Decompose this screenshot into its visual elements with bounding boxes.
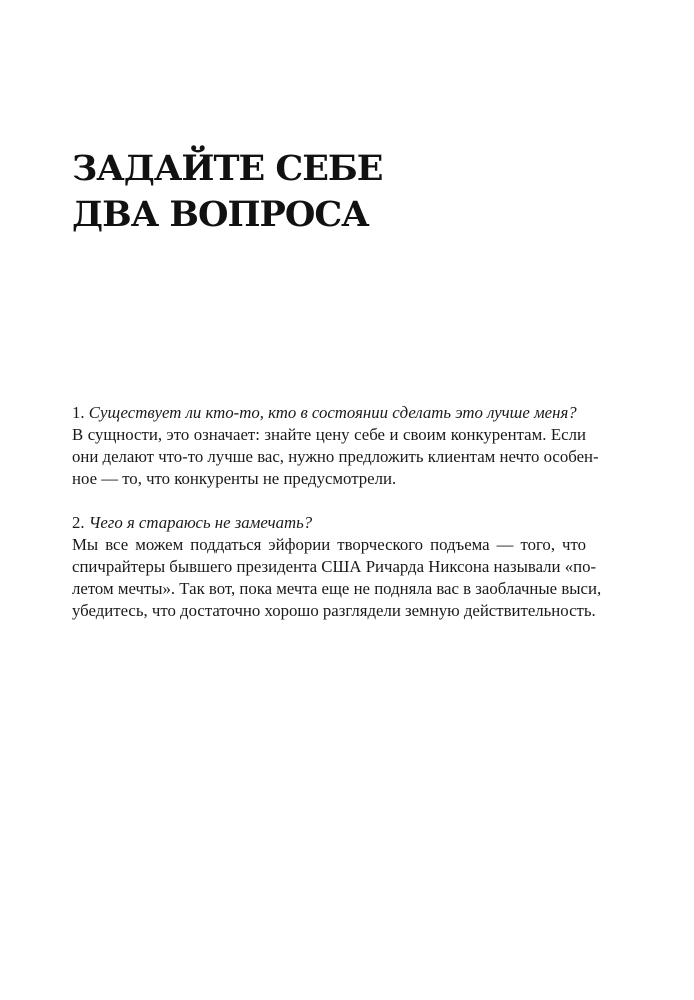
answer-1-paragraph — [72, 424, 599, 490]
chapter-title-line-2: ДВА ВОПРОСА — [72, 194, 369, 235]
question-1 — [72, 402, 586, 424]
answer-1-line-1: В сущности, это означает: знайте цену себе и своим конкурентам. Если — [72, 425, 586, 444]
chapter-title — [72, 146, 382, 238]
question-2-text: Чего я стараюсь не замечать? — [88, 513, 313, 532]
body-text — [72, 402, 602, 622]
paragraph-gap — [72, 490, 586, 512]
question-1-text: Существует ли кто-то, кто в состоянии сделать это лучше меня? — [88, 403, 577, 422]
answer-2-paragraph — [72, 534, 602, 622]
answer-2-line-1: Мы все можем поддаться эйфории творческого подъема — того, что — [72, 535, 586, 554]
question-2-number: 2. — [72, 513, 85, 532]
answer-1-line-3: ное — то, что конкуренты не предусмотрели. — [72, 469, 397, 488]
answer-1-line-2: они делают что-то лучше вас, нужно предложить клиентам нечто особен- — [72, 447, 599, 466]
answer-2-line-4: убедитесь, что достаточно хорошо разглядели земную действительность. — [72, 601, 596, 620]
answer-2-line-2: спичрайтеры бывшего президента США Ричарда Никсона называли «по- — [72, 557, 597, 576]
chapter-title-line-1: ЗАДАЙТЕ СЕБЕ — [72, 148, 383, 189]
question-1-number: 1. — [72, 403, 85, 422]
answer-2-line-3: летом мечты». Так вот, пока мечта еще не подняла вас в заоблачные выси, — [72, 579, 602, 598]
question-2 — [72, 512, 586, 534]
